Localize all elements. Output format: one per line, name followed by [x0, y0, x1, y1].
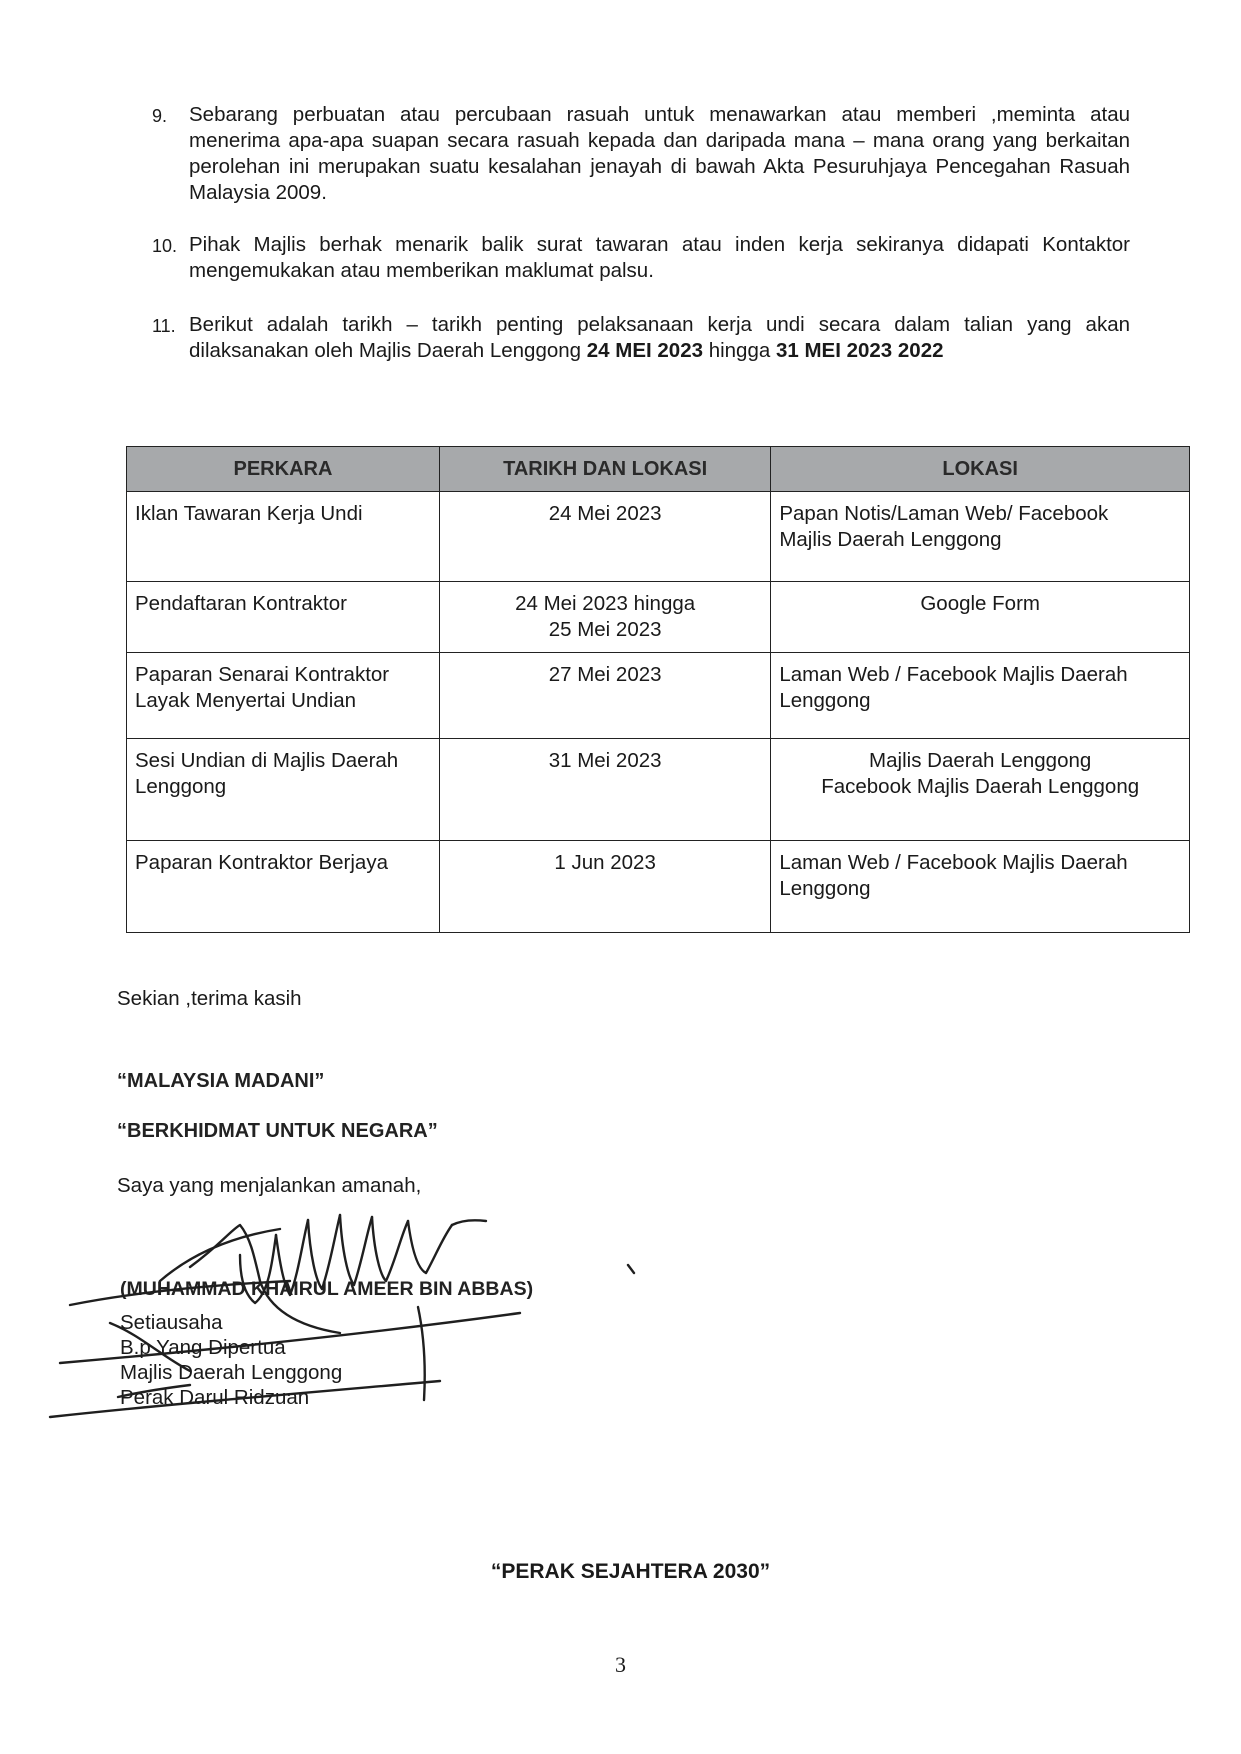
item-number: 9. [152, 106, 168, 126]
cell-line: 31 Mei 2023 [548, 749, 662, 772]
cell-line: Google Form [920, 592, 1040, 615]
item-number: 11. [152, 316, 176, 336]
cell-line: Majlis Daerah Lenggong [869, 749, 1092, 772]
table-row [127, 841, 1190, 933]
closing-text: Sekian ,terima kasih [117, 987, 302, 1010]
signatory-name: (MUHAMMAD KHAIRUL AMEER BIN ABBAS) [120, 1278, 534, 1300]
cell-line: Lenggong [779, 689, 871, 712]
item-number: 10. [152, 236, 178, 256]
cell-line: 24 Mei 2023 [548, 502, 662, 525]
table-row [127, 653, 1190, 739]
signatory-organisation: Majlis Daerah Lenggong [120, 1361, 343, 1384]
cell-tarikh [439, 492, 770, 582]
motto-malaysia-madani: “MALAYSIA MADANI” [117, 1070, 325, 1092]
signatory-state: Perak Darul Ridzuan [120, 1386, 310, 1409]
cell-line: Facebook Majlis Daerah Lenggong [821, 775, 1140, 798]
sign-off-text: Saya yang menjalankan amanah, [117, 1174, 422, 1197]
end-date-bold: 31 MEI 2023 2022 [775, 339, 944, 362]
item-text: Pihak Majlis berhak menarik balik surat tawaran atau inden kerja sekiranya didapati Kontaktor mengemukakan atau memberikan maklumat palsu. [189, 233, 1130, 282]
cell-line: 27 Mei 2023 [548, 663, 662, 686]
item-text: Sebarang perbuatan atau percubaan rasuah untuk menawarkan atau memberi ,meminta atau menerima apa-apa suapan secara rasuah kepada dan daripada mana – mana orang yang berkaitan perolehan ini merupakan suatu kesalahan jenayah di bawah Akta Pesuruhjaya Pencegahan Rasuah Malaysia 2009. [189, 103, 1130, 204]
table-header-row [127, 447, 1190, 492]
cell-perkara: Paparan Kontraktor Berjaya [127, 841, 440, 933]
motto-berkhidmat: “BERKHIDMAT UNTUK NEGARA” [117, 1120, 438, 1142]
page-number: 3 [615, 1652, 626, 1677]
cell-lokasi [771, 582, 1190, 653]
item-text-part: hingga [703, 339, 776, 362]
handwritten-signature [40, 1185, 640, 1445]
signatory-title: Setiausaha [120, 1311, 223, 1334]
list-item-10 [152, 232, 1130, 284]
cell-line: Papan Notis/Laman Web/ Facebook [779, 502, 1109, 525]
cell-tarikh [439, 841, 770, 933]
cell-line: Laman Web / Facebook Majlis Daerah [779, 663, 1128, 686]
cell-lokasi [771, 739, 1190, 841]
cell-line: 24 Mei 2023 hingga [515, 592, 696, 615]
table-row [127, 492, 1190, 582]
cell-lokasi [771, 841, 1190, 933]
cell-tarikh [439, 653, 770, 739]
cell-lokasi [771, 492, 1190, 582]
item-text-part: Berikut adalah tarikh – tarikh penting pelaksanaan kerja undi secara dalam talian yang akan dilaksanakan oleh Majlis Daerah Lenggong [189, 313, 1130, 362]
cell-perkara: Paparan Senarai Kontraktor Layak Menyertai Undian [127, 653, 440, 739]
cell-line: Lenggong [779, 877, 871, 900]
footer-slogan: “PERAK SEJAHTERA 2030” [490, 1560, 771, 1583]
list-item-11 [152, 312, 1130, 364]
cell-perkara: Pendaftaran Kontraktor [127, 582, 440, 653]
cell-line: 1 Jun 2023 [554, 851, 656, 874]
item-text [189, 312, 1130, 364]
cell-line: 25 Mei 2023 [548, 618, 662, 641]
cell-line: Majlis Daerah Lenggong [779, 528, 1002, 551]
cell-line: Laman Web / Facebook Majlis Daerah [779, 851, 1128, 874]
cell-perkara: Iklan Tawaran Kerja Undi [127, 492, 440, 582]
schedule-table [126, 446, 1190, 933]
column-header-perkara: PERKARA [127, 447, 440, 492]
table-row [127, 582, 1190, 653]
signatory-on-behalf: B.p Yang Dipertua [120, 1336, 286, 1359]
table-row [127, 739, 1190, 841]
cell-perkara: Sesi Undian di Majlis Daerah Lenggong [127, 739, 440, 841]
column-header-lokasi: LOKASI [771, 447, 1190, 492]
cell-lokasi [771, 653, 1190, 739]
start-date-bold: 24 MEI 2023 [586, 339, 703, 362]
column-header-tarikh: TARIKH DAN LOKASI [439, 447, 770, 492]
list-item-9 [152, 102, 1130, 206]
cell-tarikh [439, 739, 770, 841]
cell-tarikh [439, 582, 770, 653]
